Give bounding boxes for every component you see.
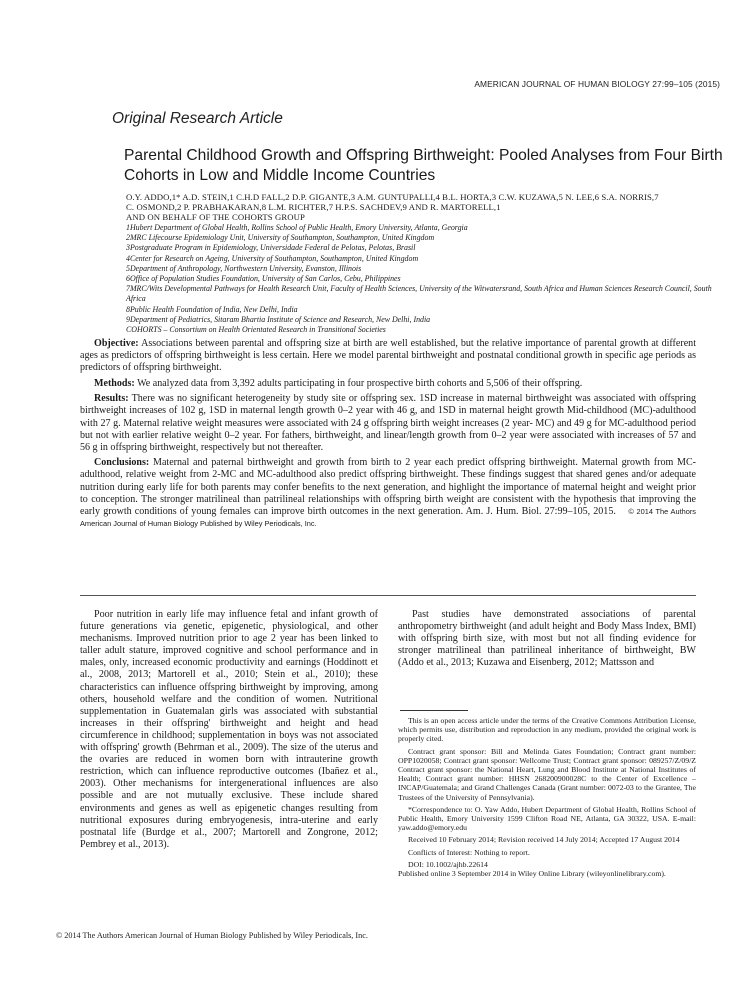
page-footer: © 2014 The Authors American Journal of Human Biology Published by Wiley Periodicals, Inc. bbox=[56, 931, 368, 940]
journal-header: AMERICAN JOURNAL OF HUMAN BIOLOGY 27:99–105 (2015) bbox=[474, 79, 720, 89]
abstract-conclusions bbox=[80, 457, 696, 530]
affiliation: 6Office of Population Studies Foundation, University of San Carlos, Cebu, Philippines bbox=[126, 274, 401, 284]
abstract-copyright: © 2014 The Authors American Journal of Human Biology Published by Wiley Periodicals, Inc. bbox=[80, 506, 697, 528]
section-label: Results: bbox=[94, 393, 129, 405]
affiliation: 5Department of Anthropology, Northwestern University, Evanston, Illinois bbox=[126, 263, 362, 273]
affiliation: 2MRC Lifecourse Epidemiology Unit, University of Southampton, Southampton, United Kingdom bbox=[126, 233, 435, 243]
footnote-conflicts: Conflicts of Interest: Nothing to report. bbox=[408, 847, 530, 857]
article-title: Parental Childhood Growth and Offspring Birthweight: Pooled Analyses from Four Birth Cohorts in Low and Middle Income Countries bbox=[124, 147, 723, 184]
affiliation: 4Center for Research on Ageing, University of Southampton, Southampton, United Kingdom bbox=[126, 253, 419, 263]
footnote-correspondence: *Correspondence to: O. Yaw Addo, Hubert Department of Global Health, Rollins School of Public Health, Emory University 1599 Clifton Road NE, Atlanta, GA 30322, USA. E-mail: yaw.addo@emory.edu bbox=[398, 804, 696, 833]
footnote-published: Published online 3 September 2014 in Wiley Online Library (wileyonlinelibrary.com). bbox=[398, 869, 666, 879]
section-label: Objective: bbox=[94, 338, 139, 349]
abstract-text: We analyzed data from 3,392 adults participating in four prospective birth cohorts and 5,506 of their offspring. bbox=[137, 377, 583, 389]
section-label: Conclusions: bbox=[94, 457, 150, 469]
abstract-text: Associations between parental and offspring size at birth are well established, but the relative importance of parental growth at different ages as predictors of offspring birthweight is less certain. Here we model parental birthweight and postnatal conditional growth in specific age periods as predictors of offspring birthweight. bbox=[80, 338, 696, 374]
affiliation: COHORTS – Consortium on Health Orientated Research in Transitional Societies bbox=[126, 325, 386, 335]
author-line: O.Y. ADDO,1* A.D. STEIN,1 C.H.D FALL,2 D.P. GIGANTE,3 A.M. GUNTUPALLI,4 B.L. HORTA,3 C.W. KUZAWA,5 N. LEE,6 S.A. NORRIS,7 bbox=[126, 192, 659, 202]
abstract-text: Maternal and paternal birthweight and growth from birth to 2 year each predict offspring birthweight. Maternal growth from MC-adulthood, relative weight from 2-MC and MC-adulthood also predict offspring birthweight. These findings suggest that shared genes and/or adequate nutrition during early life for both parents may confer benefits to the next generation, and highlight the importance of maternal height and weight prior to conception. The stronger matrilineal than patrilineal relationships with offspring birth weight are consistent with the hypothesis that improving the early growth conditions of young females can improve birth outcomes in the next generation. Am. J. Hum. Biol. 27:99–105, 2015. bbox=[80, 457, 697, 517]
affiliation: 1Hubert Department of Global Health, Rollins School of Public Health, Emory University, Atlanta, Georgia bbox=[126, 223, 468, 232]
footnote-doi: DOI: 10.1002/ajhb.22614 bbox=[408, 859, 488, 869]
abstract-methods bbox=[80, 378, 696, 390]
author-list bbox=[126, 192, 726, 223]
body-paragraph: Past studies have demonstrated associations of parental anthropometry birthweight (and adult height and Body Mass Index, BMI) with offspring birth size, with most but not all finding evidence for stronger matrilineal than patrilineal inheritance of birthweight, BW (Addo et al., 2013; Kuzawa and Eisenberg, 2012; Mattsson and bbox=[398, 609, 696, 669]
article-type-label: Original Research Article bbox=[112, 110, 283, 127]
abstract bbox=[80, 338, 696, 533]
author-line: AND ON BEHALF OF THE COHORTS GROUP bbox=[126, 212, 305, 223]
footnote-dates: Received 10 February 2014; Revision received 14 July 2014; Accepted 17 August 2014 bbox=[408, 835, 680, 845]
affiliation: 8Public Health Foundation of India, New Delhi, India bbox=[126, 304, 298, 314]
footnotes bbox=[398, 716, 696, 881]
affiliation-list bbox=[126, 223, 726, 335]
section-divider bbox=[80, 595, 696, 596]
footnote-divider bbox=[400, 710, 468, 711]
affiliation: 7MRC/Wits Developmental Pathways for Health Research Unit, Faculty of Health Sciences, University of the Witwatersrand, South Africa and Human Sciences Research Council, South Africa bbox=[126, 284, 712, 304]
abstract-objective bbox=[80, 338, 696, 374]
abstract-text: There was no significant heterogeneity by study site or offspring sex. 1SD increase in maternal birthweight was associated with offspring birthweight increases of 102 g, 1SD in maternal length growth 0–2 year with 46 g, and 1SD in maternal height growth Mid-childhood (MC)-adulthood with 27 g. Maternal relative weight measures were associated with 24 g offspring birth weight increases (2 year- MC) and 49 g for MC-adulthood period but not with earlier relative weight 0–2 year. For fathers, birthweight, and linear/length growth from 0–2 year were associated with increases of 57 and 56 g in offspring birthweight, respectively but not thereafter. bbox=[80, 393, 696, 453]
abstract-results bbox=[80, 393, 696, 453]
affiliation: 9Department of Pediatrics, Sitaram Bhartia Institute of Science and Research, New Delhi, India bbox=[126, 314, 431, 324]
author-line: C. OSMOND,2 P. PRABHAKARAN,8 L.M. RICHTER,7 H.P.S. SACHDEV,9 AND R. MARTORELL,1 bbox=[126, 202, 501, 213]
body-column-right bbox=[398, 609, 696, 669]
body-column-left bbox=[80, 609, 378, 851]
section-label: Methods: bbox=[94, 377, 135, 389]
body-paragraph: Poor nutrition in early life may influence fetal and infant growth of future generations via genetic, epigenetic, physiological, and other mechanisms. Improved nutrition prior to age 2 year has been linked to taller adult stature, improved cognitive and school performance and in males, only, increased economic productivity and earnings (Hoddinott et al., 2008, 2013; Martorell et al., 2010; Stein et al., 2010); these characteristics can influence offspring birthweight by improving, among others, household welfare and the condition of women. Nutritional supplementation in Guatemalan girls was associated with substantial increases in their offspring' birthweight and height and head circumference in childhood; supplementation in boys was not associated with offspring' growth (Behrman et al., 2009). The size of the uterus and the ovaries are reduced in women born with intrauterine growth restriction, which can influence reproductive outcomes (Ibañez et al., 2003). Other mechanisms for intergenerational influences are also possible and are not mutually exclusive. These include shared environments and genes as well as epigenetic changes resulting from nutritional exposures during embryogenesis, intra-uterine and early postnatal life (Burdge et al., 2007; Martorell and Zongrone, 2012; Pembrey et al., 2013). bbox=[80, 609, 378, 850]
footnote-license: This is an open access article under the terms of the Creative Commons Attribution License, which permits use, distribution and reproduction in any medium, provided the original work is properly cited. bbox=[398, 716, 696, 744]
footnote-grants: Contract grant sponsor: Bill and Melinda Gates Foundation; Contract grant number: OPP1020058; Contract grant sponsor: Wellcome Trust; Contract grant sponsor: 089257/Z/09/Z Contract grant sponsor: the National Heart, Lung and Blood Institute at National Institutes of Health; Contract grant number: HHSN 268200900028C to the Center of Excellence – INCAP/Guatemala; and Grand Challenges Canada (Grant number: 0072-03 to the Grantee, The Trustees of the University of Pennsylvania). bbox=[398, 746, 696, 802]
affiliation: 3Postgraduate Program in Epidemiology, Universidade Federal de Pelotas, Pelotas, Brasil bbox=[126, 243, 416, 253]
